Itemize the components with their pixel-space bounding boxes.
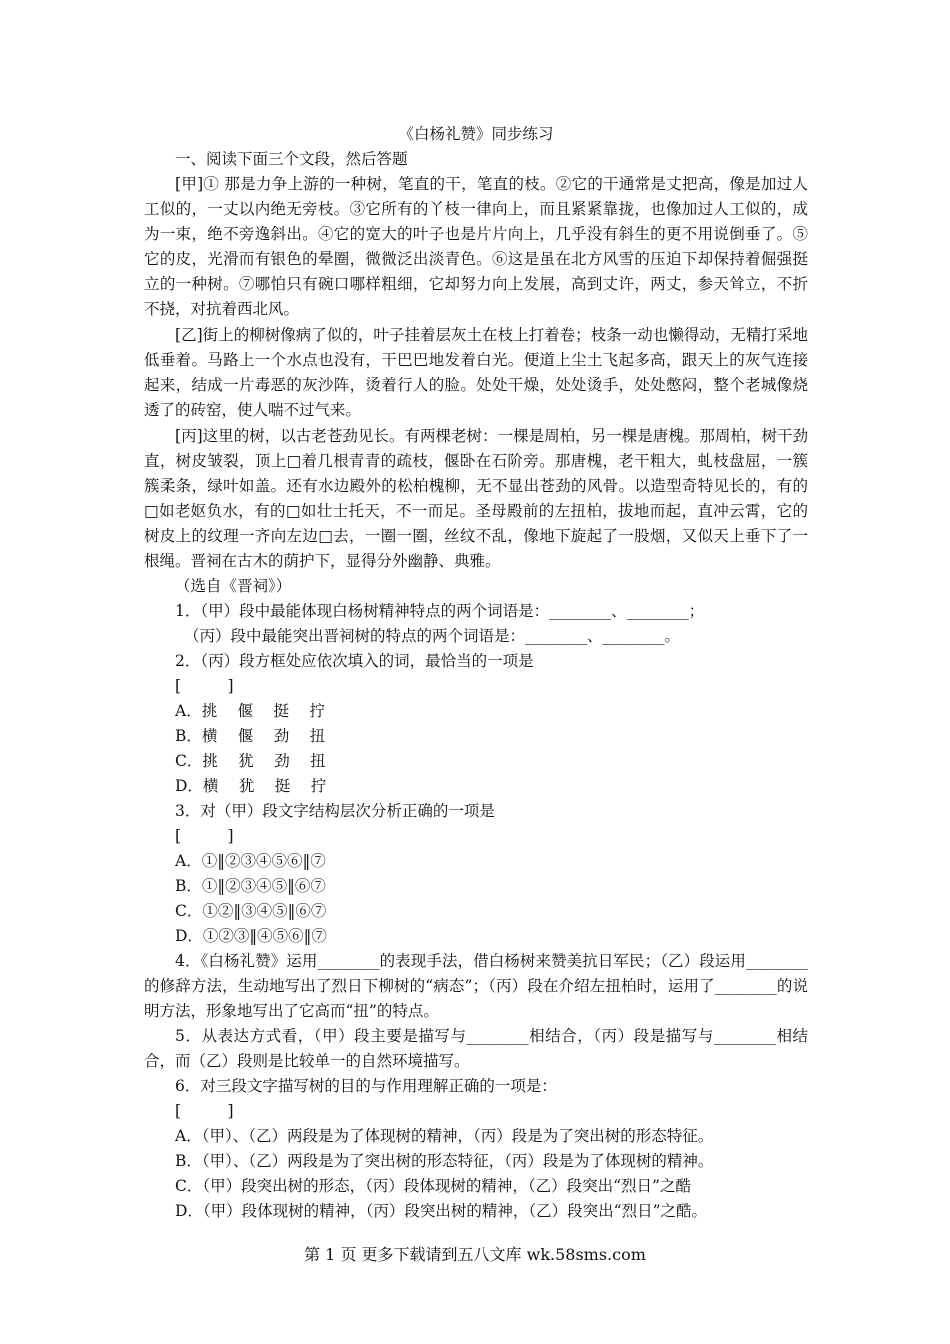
passage-jia: [甲]① 那是力争上游的一种树，笔直的干，笔直的枝。②它的干通常是丈把高，像是加过人工似的，一丈以内绝无旁枝。③它所有的丫枝一律向上，而且紧紧靠拢，也像加过人工似的，成为一束，绝不旁逸斜出。④它的宽大的叶子也是片片向上，几乎没有斜生的更不用说倒垂了。⑤它的皮，光滑而有银色的晕圈，微微泛出淡青色。⑥这是虽在北方风雪的压迫下却保持着倔强挺立的一种树。⑦哪怕只有碗口哪样粗细，它却努力向上发展，高到丈许，两丈，参天耸立，不折不挠，对抗着西北风。 <box>144 175 808 318</box>
page-footer: 第 1 页 更多下载请到五八文库 wk.58sms.com <box>304 1245 646 1264</box>
question-3-option-b: B．①‖②③④⑤‖⑥⑦ <box>175 877 326 895</box>
section-heading: 一、阅读下面三个文段，然后答题 <box>175 150 408 168</box>
question-2-stem: 2．（丙）段方框处应依次填入的词，最恰当的一项是 <box>175 652 534 670</box>
question-6-option-b: B．（甲）、（乙）两段是为了突出树的形态特征，（丙）段是为了体现树的精神。 <box>175 1152 714 1170</box>
question-6-bracket: [ ] <box>175 1102 234 1120</box>
question-5: 5．从表达方式看，（甲）段主要是描写与________相结合，（丙）段是描写与________相结合，而（乙）段则是比较单一的自然环境描写。 <box>144 1027 808 1070</box>
question-2-option-d: D．横 犹 挺 拧 <box>175 777 327 795</box>
question-1-line-2: （丙）段中最能突出晋祠树的特点的两个词语是：________、________。 <box>184 627 681 645</box>
question-1-line-1: 1．（甲）段中最能体现白杨树精神特点的两个词语是：________、________； <box>175 602 705 620</box>
question-3-option-a: A．①‖②③④⑤⑥‖⑦ <box>175 852 326 870</box>
question-2-bracket: [ ] <box>175 677 234 695</box>
passage-bing: [丙]这里的树，以古老苍劲见长。有两棵老树：一棵是周柏，另一棵是唐槐。那周柏，树干劲直，树皮皱裂，顶上□着几根青青的疏枝，偃卧在石阶旁。那唐槐，老干粗大，虬枝盘屈，一簇簇柔条，绿叶如盖。还有水边殿外的松柏槐柳，无不显出苍劲的风骨。以造型奇特见长的，有的□如老妪负水，有的□如壮士托天，不一而足。圣母殿前的左扭柏，拔地而起，直冲云霄，它的树皮上的纹理一齐向左边□去，一圈一圈，丝纹不乱，像地下旋起了一股烟，又似天上垂下了一根绳。晋祠在古木的荫护下，显得分外幽静、典雅。 <box>144 427 808 570</box>
question-2-option-b: B．横 偃 劲 扭 <box>175 727 326 745</box>
question-3-stem: 3．对（甲）段文字结构层次分析正确的一项是 <box>175 802 495 820</box>
question-2-option-a: A．挑 偃 挺 拧 <box>175 702 325 720</box>
passage-yi: [乙]街上的柳树像病了似的，叶子挂着层灰土在枝上打着卷；枝条一动也懒得动，无精打采地低垂着。马路上一个水点也没有，干巴巴地发着白光。便道上尘土飞起多高，跟天上的灰气连接起来，结成一片毒恶的灰沙阵，烫着行人的脸。处处干燥，处处烫手，处处憋闷，整个老城像烧透了的砖窑，使人喘不过气来。 <box>144 326 808 419</box>
question-4: 4．《白杨礼赞》运用________的表现手法，借白杨树来赞美抗日军民；（乙）段运用________的修辞方法，生动地写出了烈日下柳树的“病态”；（丙）段在介绍左扭柏时，运用了________的说明方法，形象地写出了它高而“扭”的特点。 <box>144 952 808 1020</box>
document-body <box>144 122 808 1224</box>
question-3-option-c: C．①②‖③④⑤‖⑥⑦ <box>175 902 327 920</box>
question-6-option-d: D．（甲）段体现树的精神，（丙）段突出树的精神，（乙）段突出“烈日”之酷。 <box>175 1202 708 1220</box>
question-6-option-c: C．（甲）段突出树的形态，（丙）段体现树的精神，（乙）段突出“烈日”之酷 <box>175 1177 691 1195</box>
question-6-option-a: A．（甲）、（乙）两段是为了体现树的精神，（丙）段是为了突出树的形态特征。 <box>175 1127 714 1145</box>
question-2-option-c: C．挑 犹 劲 扭 <box>175 752 326 770</box>
document-title: 《白杨礼赞》同步练习 <box>398 125 554 143</box>
question-6-stem: 6．对三段文字描写树的目的与作用理解正确的一项是： <box>175 1077 557 1095</box>
question-3-option-d: D．①②③‖④⑤⑥‖⑦ <box>175 927 327 945</box>
question-3-bracket: [ ] <box>175 827 234 845</box>
passage-source: （选自《晋祠》） <box>175 577 292 595</box>
